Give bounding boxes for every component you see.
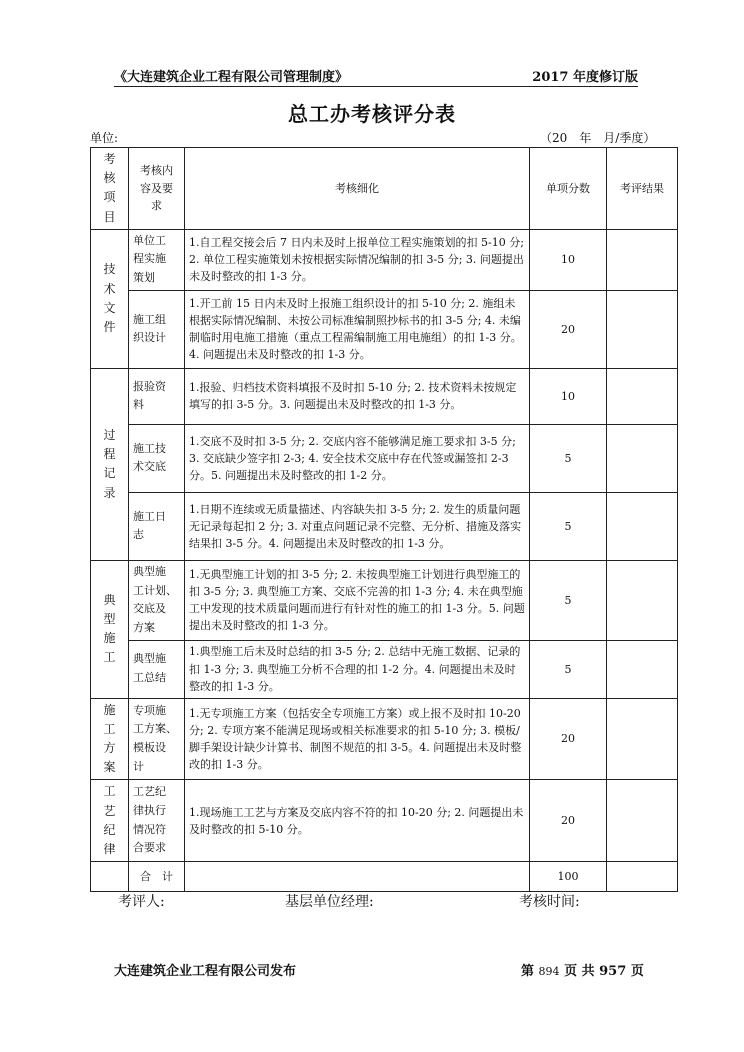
evaluation-table (90, 147, 678, 892)
detail-cell: 1.无专项施工方案（包括安全专项施工方案）或上报不及时扣 10-20 分; 2. 专项方案不能满足现场或相关标准要求的扣 5-10 分; 3. 模板/脚手架设计缺少计算书、制图不规范的扣 3-5。4. 问题提出未及时整改的扣 1-3 分。 (185, 698, 530, 780)
table-row (91, 368, 678, 424)
category-cell: 施 工 方 案 (91, 698, 129, 780)
result-cell[interactable] (607, 560, 678, 640)
score-cell: 10 (530, 229, 607, 290)
table-row (91, 780, 678, 862)
score-cell: 20 (530, 290, 607, 368)
item-cell: 施工组 织设计 (129, 290, 185, 368)
result-cell[interactable] (607, 290, 678, 368)
detail-cell: 1.日期不连续或无质量描述、内容缺失扣 3-5 分; 2. 发生的质量问题无记录每起扣 2 分; 3. 对重点问题记录不完整、无分析、措施及落实结果扣 3-5 分。4. 问题提出未及时整改的扣 1-3 分。 (185, 492, 530, 560)
page-header (114, 66, 638, 87)
detail-cell: 1.现场施工工艺与方案及交底内容不符的扣 10-20 分; 2. 问题提出未及时整改的扣 5-10 分。 (185, 780, 530, 862)
table-row (91, 424, 678, 492)
assessment-time-label: 考核时间: (519, 894, 580, 910)
result-cell[interactable] (607, 492, 678, 560)
page-title: 总工办考核评分表 (288, 102, 456, 126)
item-cell: 专项施 工方案、 模板设 计 (129, 698, 185, 780)
score-cell: 20 (530, 780, 607, 862)
item-cell: 报验资 料 (129, 368, 185, 424)
score-cell: 10 (530, 368, 607, 424)
total-label: 合 计 (129, 862, 185, 892)
result-cell[interactable] (607, 698, 678, 780)
result-cell[interactable] (607, 640, 678, 698)
result-cell[interactable] (607, 780, 678, 862)
score-cell: 5 (530, 424, 607, 492)
score-cell: 5 (530, 492, 607, 560)
detail-cell: 1.报验、归档技术资料填报不及时扣 5-10 分; 2. 技术资料未按规定填写的扣 3-5 分。3. 问题提出未及时整改的扣 1-3 分。 (185, 368, 530, 424)
total-detail-cell (185, 862, 530, 892)
col-header-result: 考评结果 (607, 148, 678, 230)
total-row (91, 862, 678, 892)
table-row (91, 698, 678, 780)
item-cell: 施工日 志 (129, 492, 185, 560)
item-cell: 工艺纪 律执行 情况符 合要求 (129, 780, 185, 862)
category-cell: 典 型 施 工 (91, 560, 129, 698)
detail-cell: 1.自工程交接会后 7 日内未及时上报单位工程实施策划的扣 5-10 分; 2. 单位工程实施策划未按根据实际情况编制的扣 3-5 分; 3. 问题提出未及时整改的扣 1-3 分。 (185, 229, 530, 290)
manager-label: 基层单位经理: (285, 894, 374, 910)
header-doc-title: 《大连建筑企业工程有限公司管理制度》 (114, 70, 349, 85)
page-number: 894 (538, 965, 560, 978)
page-total: 957 (599, 964, 627, 979)
col-header-category (91, 148, 129, 230)
header-char: 考 (103, 152, 116, 166)
item-cell: 典型施 工计划、 交底及 方案 (129, 560, 185, 640)
table-row (91, 640, 678, 698)
detail-cell: 1.典型施工后未及时总结的扣 3-5 分; 2. 总结中无施工数据、记录的扣 1-3 分; 3. 典型施工分析不合理的扣 1-2 分。4. 问题提出未及时整改的扣 1-3 分。 (185, 640, 530, 698)
item-cell: 单位工 程实施 策划 (129, 229, 185, 290)
result-cell[interactable] (607, 368, 678, 424)
category-cell: 工 艺 纪 律 (91, 780, 129, 862)
item-cell: 施工技 术交底 (129, 424, 185, 492)
header-char: 项 (103, 190, 116, 205)
table-row (91, 492, 678, 560)
score-cell: 20 (530, 698, 607, 780)
total-score: 100 (530, 862, 607, 892)
result-cell[interactable] (607, 229, 678, 290)
footer-publisher: 大连建筑企业工程有限公司发布 (114, 964, 297, 979)
detail-cell: 1.开工前 15 日内未及时上报施工组织设计的扣 5-10 分; 2. 施组未根据实际情况编制、未按公司标准编制照抄标书的扣 3-5 分; 4. 未编制临时用电施工措施（重点工程需编制施工用电施组）的扣 1-3 分。4. 问题提出未及时整改的扣 1-3 分。 (185, 290, 530, 368)
total-result-cell[interactable] (607, 862, 678, 892)
score-cell: 5 (530, 560, 607, 640)
table-header-row (91, 148, 678, 230)
result-cell[interactable] (607, 424, 678, 492)
table-row (91, 229, 678, 290)
col-header-score: 单项分数 (530, 148, 607, 230)
col-header-detail: 考核细化 (185, 148, 530, 230)
score-cell: 5 (530, 640, 607, 698)
total-empty-cell (91, 862, 129, 892)
header-char: 目 (103, 209, 116, 224)
header-edition: 2017 年度修订版 (532, 70, 638, 85)
category-cell: 技 术 文 件 (91, 229, 129, 368)
period-label: （20 年 月/季度） (540, 131, 656, 145)
detail-cell: 1.无典型施工计划的扣 3-5 分; 2. 未按典型施工计划进行典型施工的扣 3-5 分; 3. 典型施工方案、交底不完善的扣 1-3 分; 4. 未在典型施工中发现的技术质量问题而进行有针对性的施工的扣 1-3 分。5. 问题提出未及时整改的扣 1-3 分。 (185, 560, 530, 640)
unit-label: 单位: (90, 131, 119, 145)
footer-page-info: 第 894 页 共 957 页 (521, 964, 644, 979)
header-char: 核 (103, 171, 116, 186)
detail-cell: 1.交底不及时扣 3-5 分; 2. 交底内容不能够满足施工要求扣 3-5 分; 3. 交底缺少签字扣 2-3; 4. 安全技术交底中存在代签或漏签扣 2-3 分。5. 问题提出未及时整改的扣 1-2 分。 (185, 424, 530, 492)
evaluator-label: 考评人: (118, 894, 165, 910)
table-row (91, 560, 678, 640)
item-cell: 典型施 工总结 (129, 640, 185, 698)
table-row (91, 290, 678, 368)
col-header-item: 考核内 容及要 求 (129, 148, 185, 230)
category-cell: 过 程 记 录 (91, 368, 129, 560)
